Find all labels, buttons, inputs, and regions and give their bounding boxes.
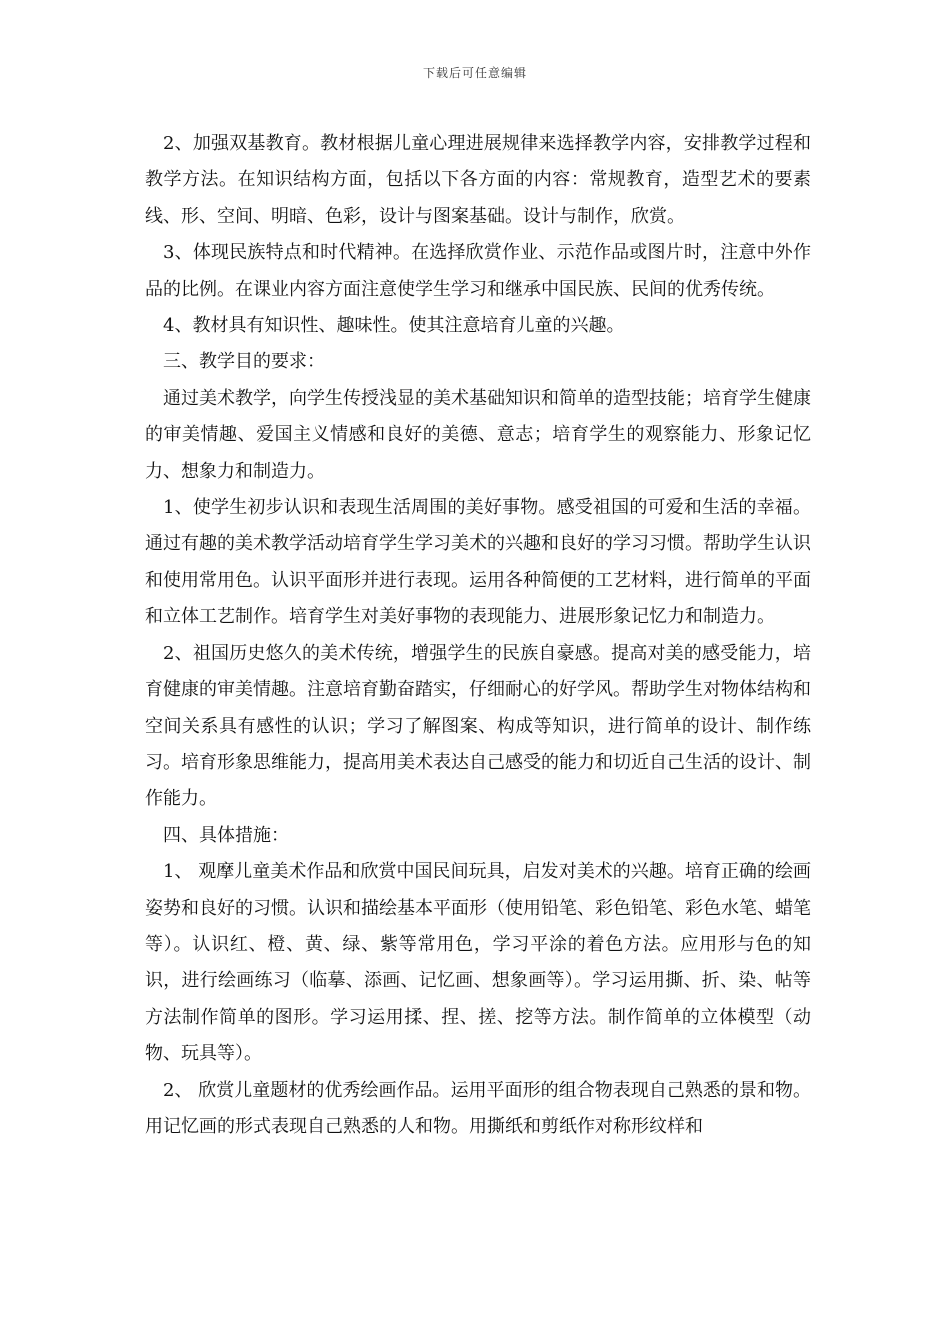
document-body bbox=[145, 126, 811, 1145]
paragraph: 3、体现民族特点和时代精神。在选择欣赏作业、示范作品或图片时，注意中外作品的比例。在课业内容方面注意使学生学习和继承中国民族、民间的优秀传统。 bbox=[145, 242, 811, 300]
section-heading: 四、具体措施： bbox=[163, 824, 289, 846]
paragraph: 4、教材具有知识性、趣味性。使其注意培育儿童的兴趣。 bbox=[163, 315, 625, 337]
paragraph: 2、 欣赏儿童题材的优秀绘画作品。运用平面形的组合物表现自己熟悉的景和物。用记忆画的形式表现自己熟悉的人和物。用撕纸和剪纸作对称形纹样和 bbox=[145, 1079, 811, 1137]
paragraph: 通过美术教学，向学生传授浅显的美术基础知识和简单的造型技能；培育学生健康的审美情趣、爱国主义情感和良好的美德、意志；培育学生的观察能力、形象记忆力、想象力和制造力。 bbox=[145, 387, 811, 482]
page-header: 下载后可任意编辑 bbox=[422, 66, 527, 80]
section-heading: 三、教学目的要求： bbox=[163, 351, 325, 373]
paragraph: 1、使学生初步认识和表现生活周围的美好事物。感受祖国的可爱和生活的幸福。通过有趣的美术教学活动培育学生学习美术的兴趣和良好的学习习惯。帮助学生认识和使用常用色。认识平面形并进行表现。运用各种简便的工艺材料，进行简单的平面和立体工艺制作。培育学生对美好事物的表现能力、进展形象记忆力和制造力。 bbox=[145, 497, 811, 628]
paragraph: 2、加强双基教育。教材根据儿童心理进展规律来选择教学内容，安排教学过程和教学方法。在知识结构方面，包括以下各方面的内容：常规教育，造型艺术的要素线、形、空间、明暗、色彩，设计与图案基础。设计与制作，欣赏。 bbox=[145, 133, 811, 227]
paragraph: 1、 观摩儿童美术作品和欣赏中国民间玩具，启发对美术的兴趣。培育正确的绘画姿势和良好的习惯。认识和描绘基本平面形（使用铅笔、彩色铅笔、彩色水笔、蜡笔等）。认识红、橙、黄、绿、紫等常用色，学习平涂的着色方法。应用形与色的知识，进行绘画练习（临摹、添画、记忆画、想象画等）。学习运用撕、折、染、帖等方法制作简单的图形。学习运用揉、捏、搓、挖等方法。制作简单的立体模型（动物、玩具等）。 bbox=[145, 861, 811, 1065]
paragraph: 2、祖国历史悠久的美术传统，增强学生的民族自豪感。提高对美的感受能力，培育健康的审美情趣。注意培育勤奋踏实，仔细耐心的好学风。帮助学生对物体结构和空间关系具有感性的认识；学习了解图案、构成等知识，进行简单的设计、制作练习。培育形象思维能力，提高用美术表达自己感受的能力和切近自己生活的设计、制作能力。 bbox=[145, 642, 811, 810]
